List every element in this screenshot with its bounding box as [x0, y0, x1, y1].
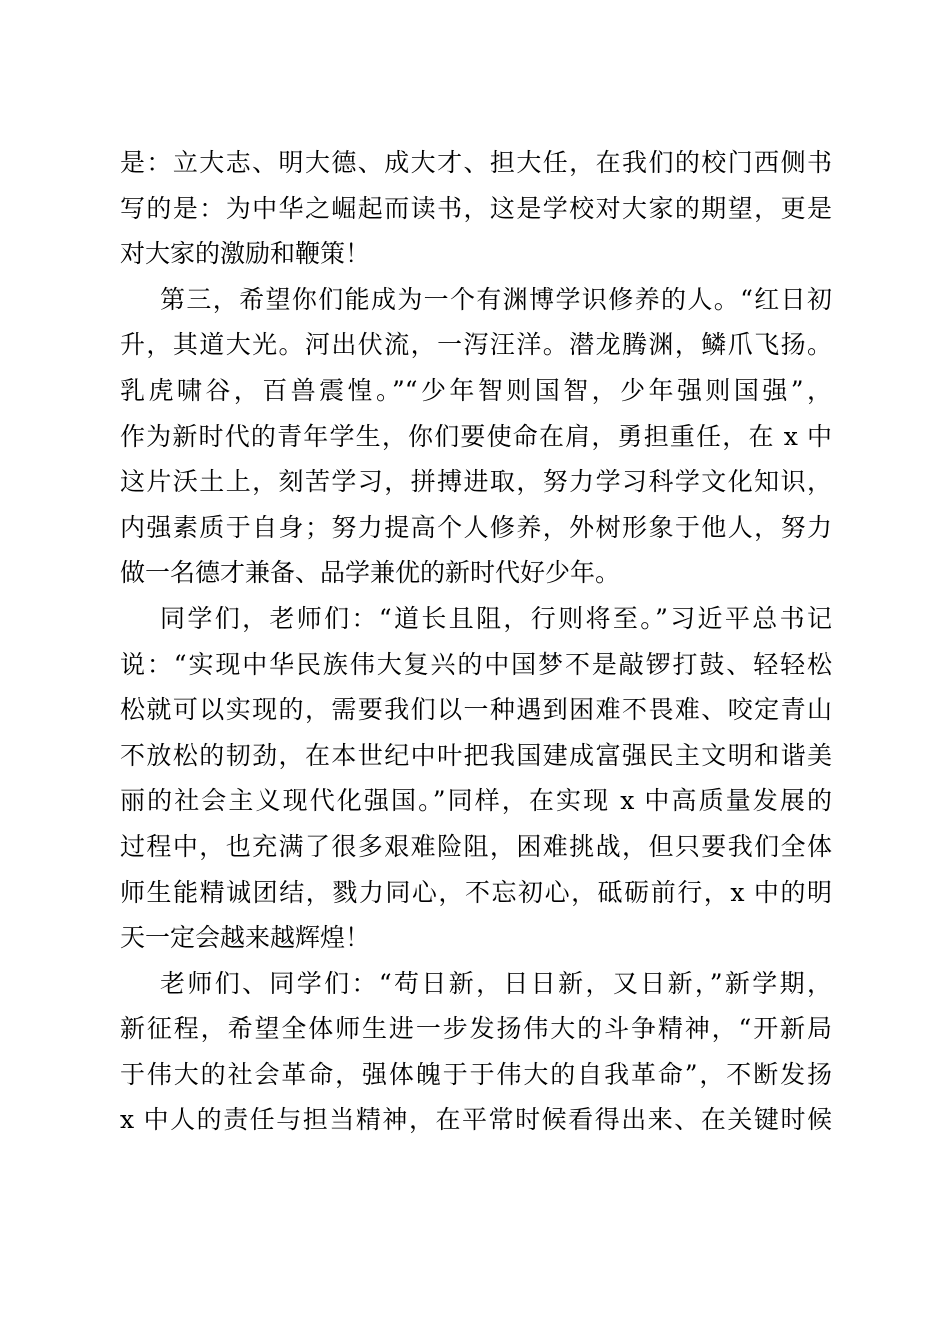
text-line: 不放松的韧劲，在本世纪中叶把我国建成富强民主文明和谐美	[120, 740, 832, 770]
text-line: 这片沃土上，刻苦学习，拼搏进取，努力学习科学文化知识，	[120, 467, 832, 497]
text-line: 乳虎啸谷，百兽震惶。”“少年智则国智，少年强则国强”，	[120, 375, 832, 405]
text-line: 说：“实现中华民族伟大复兴的中国梦不是敲锣打鼓、轻轻松	[120, 649, 832, 679]
text-line: 升，其道大光。河出伏流，一泻汪洋。潜龙腾渊，鳞爪飞扬。	[120, 330, 832, 360]
text-line: 师生能精诚团结，戮力同心，不忘初心，砥砺前行，x 中的明	[120, 877, 832, 907]
paragraph-start-line: 第三，希望你们能成为一个有渊博学识修养的人。“红日初	[160, 284, 832, 314]
paragraph-start-line: 同学们，老师们：“道长且阻，行则将至。”习近平总书记	[160, 603, 832, 633]
text-line: 新征程，希望全体师生进一步发扬伟大的斗争精神，“开新局	[120, 1014, 832, 1044]
text-line: 丽的社会主义现代化强国。”同样，在实现 x 中高质量发展的	[120, 786, 832, 816]
document-body	[120, 140, 832, 1143]
text-line: 过程中，也充满了很多艰难险阻，困难挑战，但只要我们全体	[120, 831, 832, 861]
text-line: 对大家的激励和鞭策！	[120, 239, 371, 269]
text-line: 于伟大的社会革命，强体魄于于伟大的自我革命”，不断发扬	[120, 1059, 832, 1089]
paragraph-start-line: 老师们、同学们：“苟日新，日日新，又日新，”新学期，	[160, 968, 832, 998]
text-line: x 中人的责任与担当精神，在平常时候看得出来、在关键时候	[120, 1105, 832, 1135]
text-line: 是：立大志、明大德、成大才、担大任，在我们的校门西侧书	[120, 148, 832, 177]
text-line: 松就可以实现的，需要我们以一种遇到困难不畏难、咬定青山	[120, 695, 832, 725]
text-line: 天一定会越来越辉煌！	[120, 923, 371, 953]
text-line: 做一名德才兼备、品学兼优的新时代好少年。	[120, 558, 621, 588]
text-line: 写的是：为中华之崛起而读书，这是学校对大家的期望，更是	[120, 193, 832, 223]
text-line: 作为新时代的青年学生，你们要使命在肩，勇担重任，在 x 中	[120, 421, 832, 451]
text-line: 内强素质于自身；努力提高个人修养，外树形象于他人，努力	[120, 512, 832, 542]
